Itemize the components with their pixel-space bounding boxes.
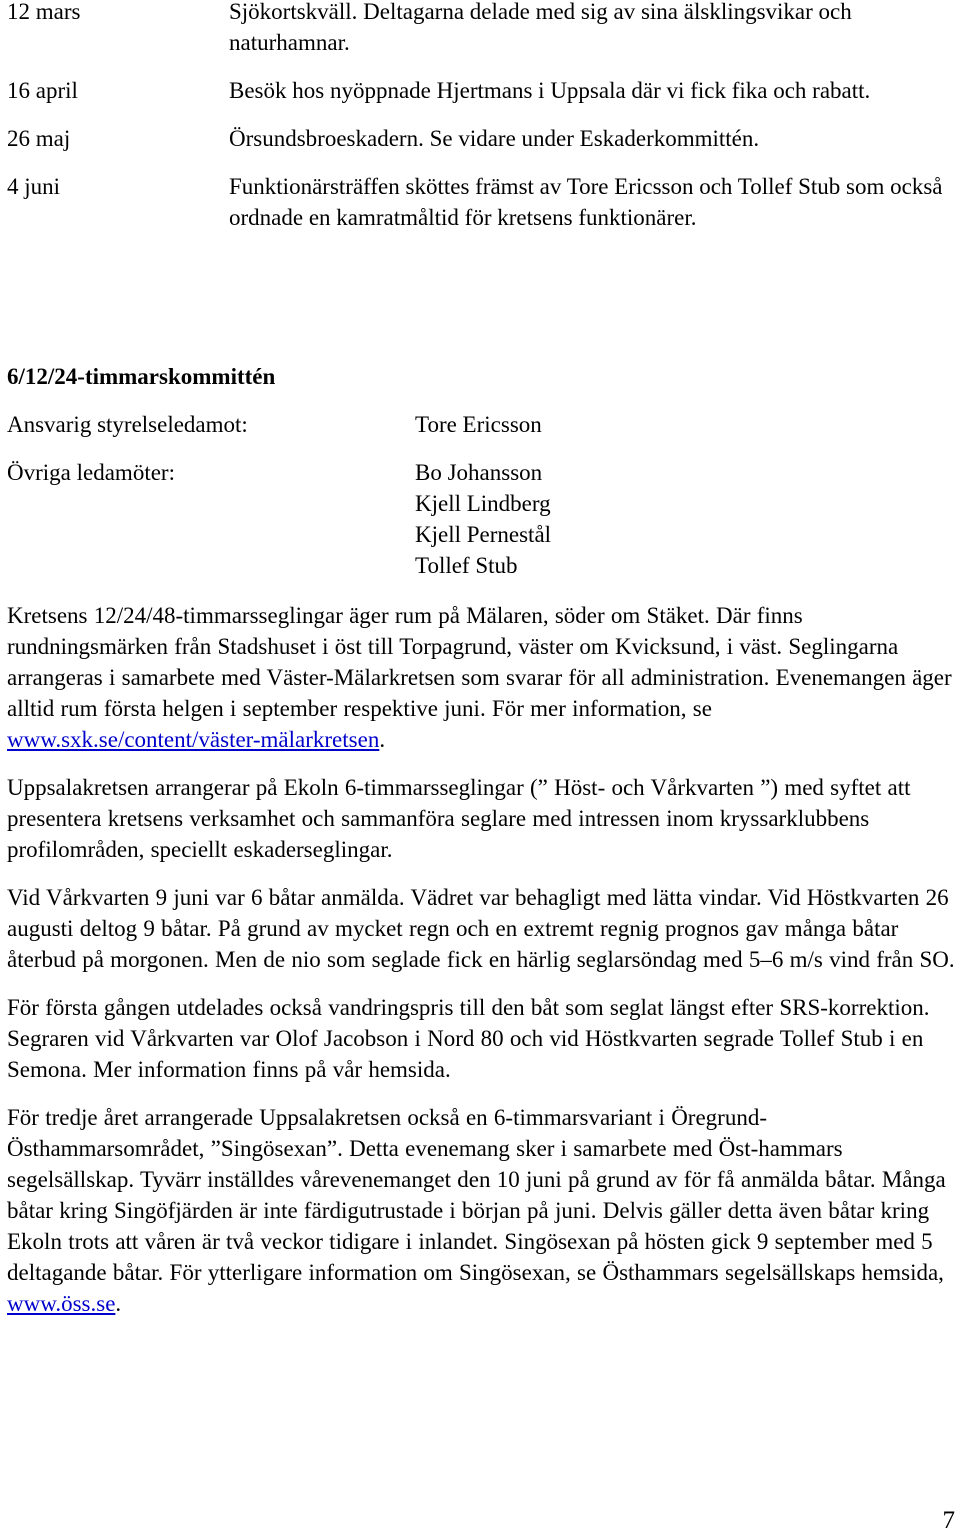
- page-number: 7: [942, 1507, 955, 1534]
- member-name: Kjell Lindberg: [415, 491, 551, 516]
- event-list: [7, 0, 952, 250]
- paragraph-prize: För första gången utdelades också vandringspris till den båt som seglat längst efter SRS-korrektion. Segraren vid Vårkvarten var Olof Jacobson i Nord 80 och vid Höstkvarten segrade Tollef Stub i en Semona. Mer information finns på vår hemsida.: [7, 995, 930, 1082]
- paragraph-location: [7, 600, 957, 755]
- member-name: Bo Johansson: [415, 460, 543, 485]
- responsible-row: [7, 409, 952, 440]
- event-description: Sjökortskväll. Deltagarna delade med sig av sina älsklingsvikar och naturhamnar.: [229, 0, 852, 55]
- responsible-label: Ansvarig styrelseledamot:: [7, 412, 248, 437]
- member-name: Tollef Stub: [415, 553, 518, 578]
- event-date: 4 juni: [7, 174, 61, 199]
- vastermalarkretsen-link[interactable]: www.sxk.se/content/väster-mälarkretsen: [7, 727, 380, 752]
- paragraph-text: Kretsens 12/24/48-timmarsseglingar äger rum på Mälaren, söder om Stäket. Där finns rundningsmärken från Stadshuset i öst till Torpagrund, väster om Kvicksund, i väst. Seglingarna arrangeras i samarbete med Väster-Mälarkretsen som svarar för all administration. Evenemangen äger alltid rum första helgen i september respektive juni. För mer information, se: [7, 603, 952, 721]
- event-description: Örsundsbroeskadern. Se vidare under Eskaderkommittén.: [229, 126, 760, 151]
- paragraph-end: .: [115, 1291, 122, 1316]
- event-date: 12 mars: [7, 0, 81, 24]
- others-label: Övriga ledamöter:: [7, 460, 175, 485]
- oss-link[interactable]: www.öss.se: [7, 1291, 116, 1316]
- event-description: Besök hos nyöppnade Hjertmans i Uppsala där vi fick fika och rabatt.: [229, 78, 871, 103]
- committee-members: [7, 409, 952, 598]
- responsible-name: Tore Ericsson: [415, 412, 542, 437]
- event-description: Funktionärsträffen sköttes främst av Tore Ericsson och Tollef Stub som också ordnade en kamratmåltid för kretsens funktionärer.: [229, 174, 943, 230]
- others-row: [7, 457, 952, 581]
- paragraph-ekoln: Uppsalakretsen arrangerar på Ekoln 6-timmarsseglingar (” Höst- och Vårkvarten ”) med syftet att presentera kretsens verksamhet och sammanföra seglare med intressen inom kryssarklubbens profilområden, speciellt eskaderseglingar.: [7, 775, 911, 862]
- paragraph-end: .: [379, 727, 386, 752]
- event-row: [7, 171, 952, 233]
- event-row: [7, 123, 952, 154]
- paragraph-text: För tredje året arrangerade Uppsalakretsen också en 6-timmarsvariant i Öregrund-Östhammarsområdet, ”Singösexan”. Detta evenemang sker i samarbete med Öst-hammars segelsällskap. Tyvärr inställdes vårevenemanget den 10 juni på grund av för få anmälda båtar. Många båtar kring Singöfjärden är inte färdigutrustade i början på juni. Delvis gäller detta även båtar kring Ekoln trots att våren är två veckor tidigare i inlandet. Singösexan på hösten gick 9 september med 5 deltagande båtar. För ytterligare information om Singösexan, se Östhammars segelsällskaps hemsida,: [7, 1105, 946, 1285]
- paragraph-singosexan: [7, 1102, 957, 1319]
- others-list: [415, 457, 952, 581]
- section-heading: 6/12/24-timmarskommittén: [7, 364, 276, 389]
- event-date: 16 april: [7, 78, 78, 103]
- event-row: [7, 75, 952, 106]
- event-row: [7, 0, 952, 58]
- member-name: Kjell Pernestål: [415, 522, 552, 547]
- body-text: [7, 600, 957, 1336]
- event-date: 26 maj: [7, 126, 71, 151]
- paragraph-results: Vid Vårkvarten 9 juni var 6 båtar anmälda. Vädret var behagligt med lätta vindar. Vid Höstkvarten 26 augusti deltog 9 båtar. På grund av mycket regn och en extremt regnig prognos gav många båtar återbud på morgonen. Men de nio som seglade fick en härlig seglarsöndag med 5–6 m/s vind från SO.: [7, 885, 955, 972]
